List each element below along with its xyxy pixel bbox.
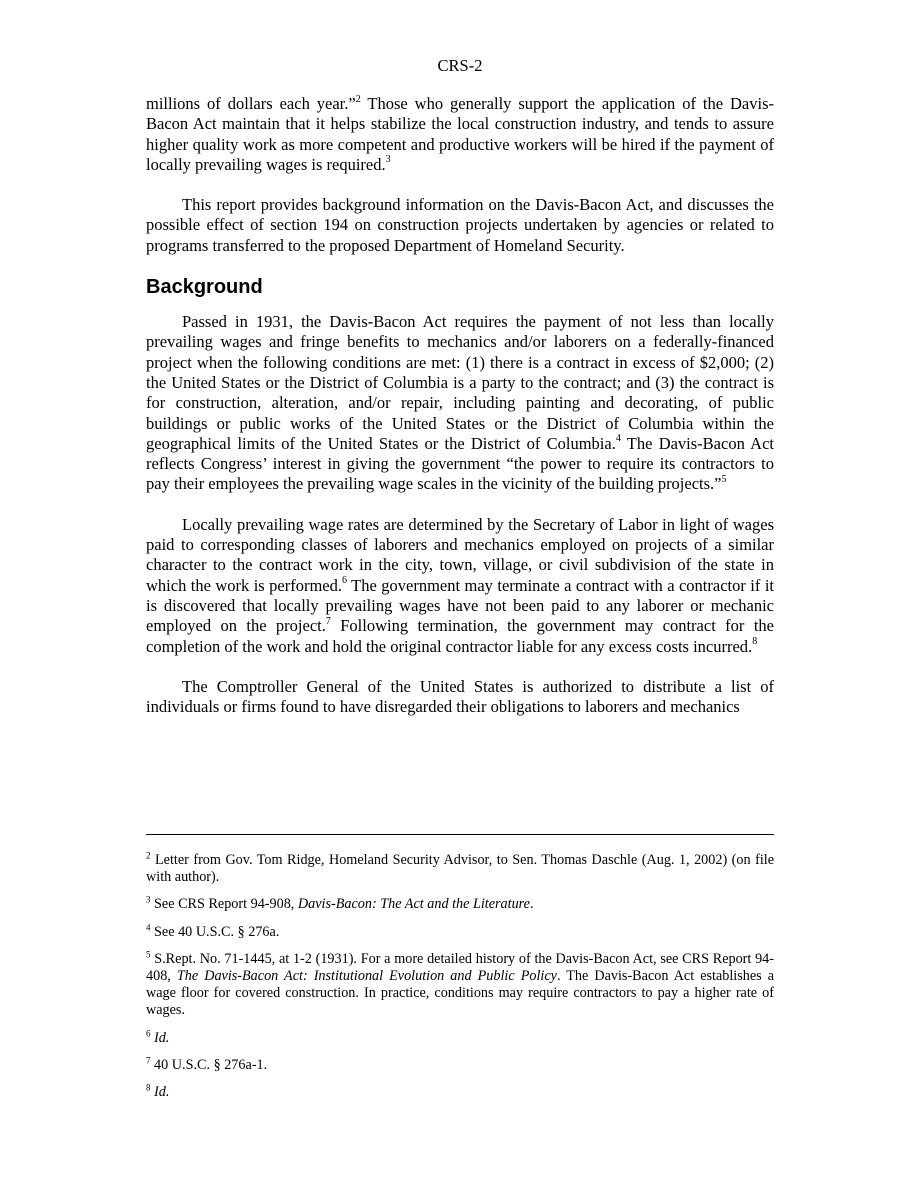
footnote-5-text-post: . The Davis-Bacon Act establishes a wage floor for covered construction. In practice, conditions may require contractors to pay a higher rate of wages. bbox=[146, 968, 774, 1019]
paragraph-5-text: The Comptroller General of the United States is authorized to distribute a list of individuals or firms found to have disregarded their obligations to laborers and mechanics bbox=[146, 676, 774, 717]
paragraph-4-text-c: Following termination, the government may contract for the completion of the work and hold the original contractor liable for any excess costs incurred. bbox=[146, 616, 774, 656]
footnote-5-title: The Davis-Bacon Act: Institutional Evolution and Public Policy bbox=[176, 968, 557, 985]
footnote-7 bbox=[146, 1057, 774, 1074]
section-heading: Background bbox=[146, 276, 263, 299]
page-number-label: CRS-2 bbox=[437, 56, 483, 75]
footnote-ref-6: 6 bbox=[342, 575, 348, 587]
footnote-6 bbox=[146, 1027, 774, 1047]
paragraph-1-text-a: millions of dollars each year.” bbox=[146, 94, 356, 113]
footnote-7-text: 40 U.S.C. § 276a-1. bbox=[150, 1056, 268, 1073]
footnote-3-number: 3 bbox=[146, 894, 151, 905]
footnote-4-number: 4 bbox=[146, 921, 151, 932]
footnote-8 bbox=[146, 1084, 774, 1101]
footnote-8-number: 8 bbox=[146, 1082, 151, 1093]
footnote-5-number: 5 bbox=[146, 949, 151, 960]
paragraph-4-text-b: The government may terminate a contract with a contractor if it is discovered that locally prevailing wages have not been paid to any laborer or mechanic employed on the project. bbox=[146, 575, 774, 636]
paragraph-4 bbox=[146, 515, 774, 657]
paragraph-2-text: This report provides background information on the Davis-Bacon Act, and discusses the possible effect of section 194 on construction projects undertaken by agencies or related to programs transferred to the proposed Department of Homeland Security. bbox=[146, 195, 774, 255]
footnote-5-text-pre: S.Rept. No. 71-1445, at 1-2 (1931). For a more detailed history of the Davis-Bacon Act, see CRS Report 94-408, bbox=[146, 950, 774, 985]
paragraph-4-text-a: Locally prevailing wage rates are determined by the Secretary of Labor in light of wages paid to corresponding classes of laborers and mechanics employed on projects of a similar character to the contract work in the city, town, village, or civil subdivision of the state in which the work is performed. bbox=[146, 514, 774, 595]
paragraph-3 bbox=[146, 312, 774, 495]
footnote-ref-5: 5 bbox=[721, 473, 727, 485]
body-text bbox=[146, 94, 774, 717]
footnotes bbox=[146, 852, 774, 1111]
footnote-5 bbox=[146, 951, 774, 1020]
paragraph-5 bbox=[146, 677, 774, 718]
paragraph-3-text-b: The Davis-Bacon Act reflects Congress’ interest in giving the government “the power to require its contractors to pay their employees the prevailing wage scales in the vicinity of the building projects.” bbox=[146, 433, 774, 494]
footnote-ref-8: 8 bbox=[752, 636, 758, 648]
footnote-2 bbox=[146, 852, 774, 886]
footnote-6-number: 6 bbox=[146, 1027, 151, 1038]
paragraph-1 bbox=[146, 94, 774, 175]
footnote-3-text-post: . bbox=[529, 896, 534, 913]
footnote-ref-4: 4 bbox=[615, 433, 621, 445]
footnote-ref-3: 3 bbox=[385, 154, 391, 166]
footnote-3-title: Davis-Bacon: The Act and the Literature bbox=[297, 896, 530, 913]
footnote-4-text: See 40 U.S.C. § 276a. bbox=[150, 923, 280, 940]
footnote-ref-2: 2 bbox=[355, 93, 361, 105]
paragraph-3-text-a: Passed in 1931, the Davis-Bacon Act requires the payment of not less than locally prevailing wages and fringe benefits to mechanics and/or laborers on a federally-financed project when the following conditions are met: (1) there is a contract in excess of $2,000; (2) the United States or the District of Columbia is a party to the contract; and (3) the contract is for construction, alteration, and/or repair, including painting and decorating, of public buildings or public works of the United States or the District of Columbia within the geographical limits of the United States or the District of Columbia. bbox=[146, 312, 774, 453]
footnote-3 bbox=[146, 896, 774, 913]
footnote-6-text: Id. bbox=[154, 1029, 170, 1046]
paragraph-1-text-b: Those who generally support the application of the Davis-Bacon Act maintain that it helps stabilize the local construction industry, and tends to assure higher quality work as more competent and productive workers will be hired if the payment of locally prevailing wages is required. bbox=[146, 94, 774, 174]
footnote-7-number: 7 bbox=[146, 1055, 151, 1066]
footnote-divider bbox=[146, 834, 774, 835]
footnote-4 bbox=[146, 921, 774, 941]
footnote-2-text: Letter from Gov. Tom Ridge, Homeland Security Advisor, to Sen. Thomas Daschle (Aug. 1, 2002) (on file with author). bbox=[146, 852, 774, 886]
footnote-ref-7: 7 bbox=[325, 615, 331, 627]
footnote-2-number: 2 bbox=[146, 850, 151, 861]
paragraph-2 bbox=[146, 195, 774, 256]
footnote-3-text-pre: See CRS Report 94-908, bbox=[150, 896, 298, 913]
footnote-8-text: Id. bbox=[154, 1084, 170, 1101]
page-header bbox=[146, 56, 774, 76]
